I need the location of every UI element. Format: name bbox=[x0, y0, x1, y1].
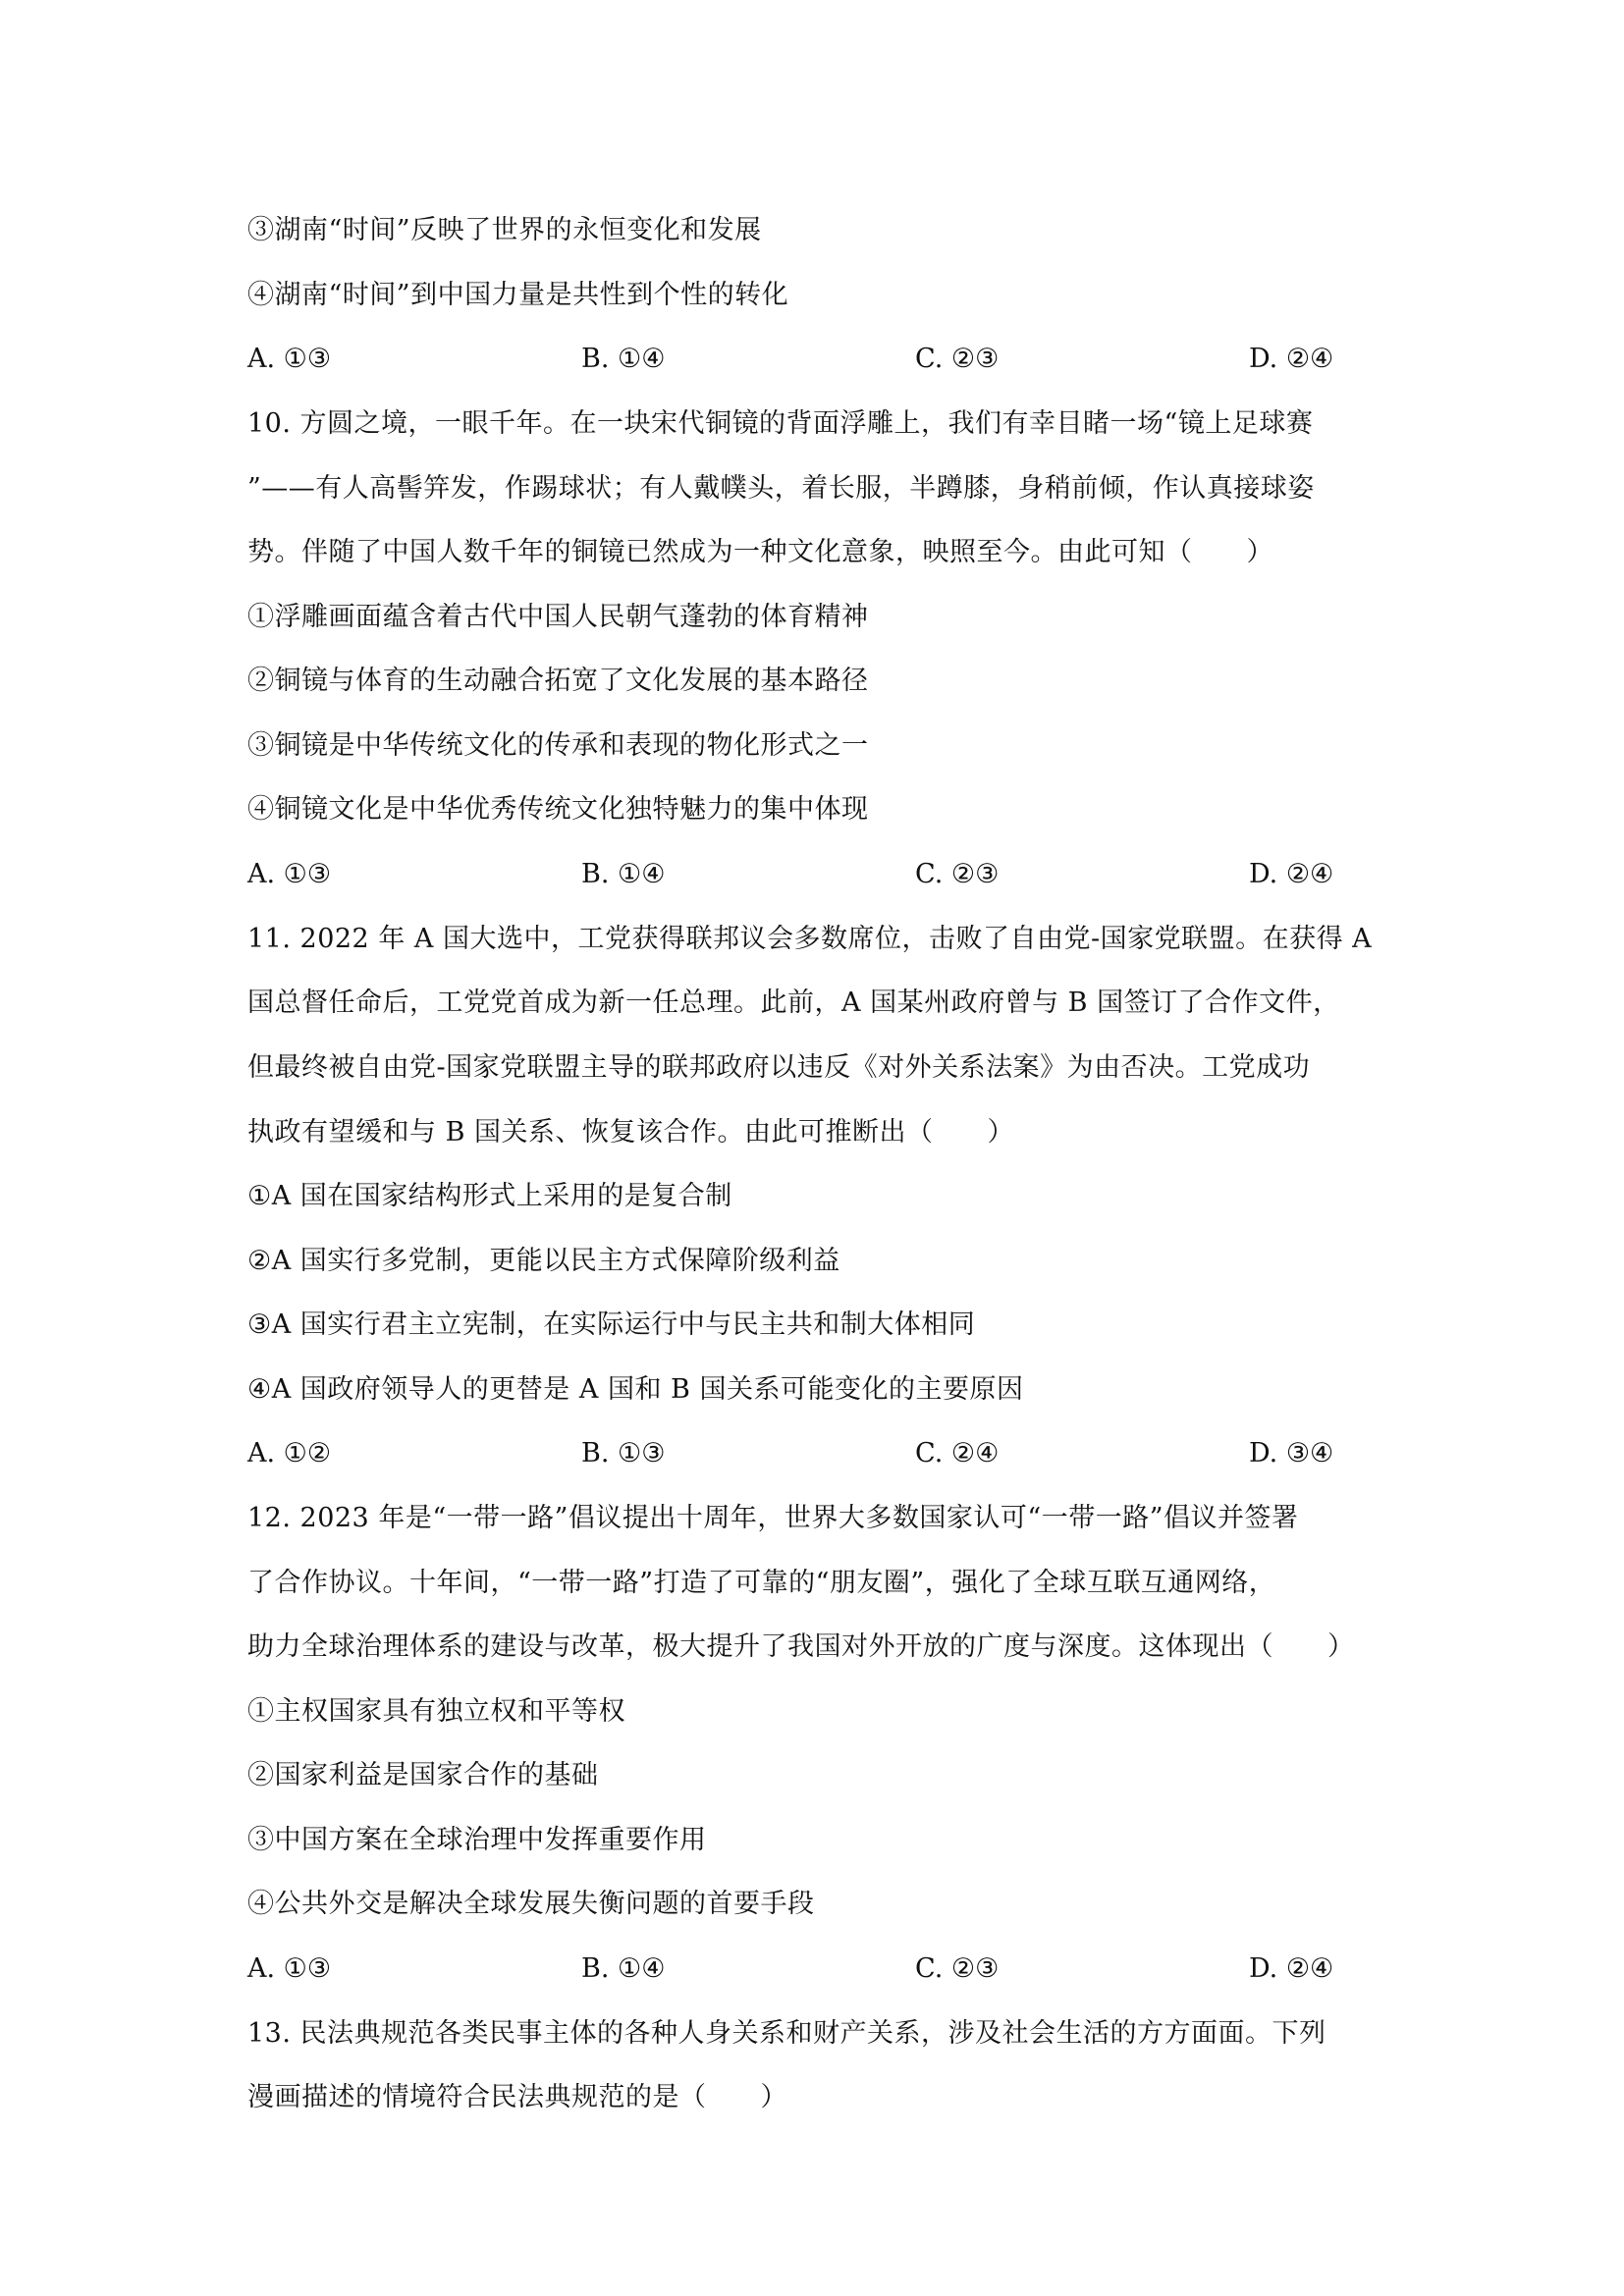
q9-option-b: B. ①④ bbox=[581, 344, 666, 374]
q13-stem-line: 13. 民法典规范各类民事主体的各种人身关系和财产关系，涉及社会生活的方方面面。下列 bbox=[247, 2018, 1326, 2049]
q11-option-a: A. ①② bbox=[247, 1438, 332, 1468]
q10-option-a: A. ①③ bbox=[247, 859, 332, 889]
q10-stem-line: ”——有人高髻笄发，作踢球状；有人戴幞头，着长服，半蹲膝，身稍前倾，作认真接球姿 bbox=[247, 473, 1315, 504]
q9-option-a: A. ①③ bbox=[247, 344, 332, 374]
q12-stem-line: 12. 2023 年是“一带一路”倡议提出十周年，世界大多数国家认可“一带一路”倡议并签署 bbox=[247, 1503, 1299, 1533]
q12-item-2: ②国家利益是国家合作的基础 bbox=[247, 1760, 599, 1790]
q11-stem-line: 11. 2022 年 A 国大选中，工党获得联邦议会多数席位，击败了自由党-国家党联盟。在获得 A bbox=[247, 924, 1373, 954]
q12-stem-line: 助力全球治理体系的建设与改革，极大提升了我国对外开放的广度与深度。这体现出（ ） bbox=[247, 1631, 1355, 1662]
q12-option-d: D. ②④ bbox=[1249, 1953, 1334, 1984]
q11-stem-line: 国总督任命后，工党党首成为新一任总理。此前，A 国某州政府曾与 B 国签订了合作文件， bbox=[247, 988, 1340, 1018]
q10-item-2: ②铜镜与体育的生动融合拓宽了文化发展的基本路径 bbox=[247, 666, 869, 696]
q11-item-4: ④A 国政府领导人的更替是 A 国和 B 国关系可能变化的主要原因 bbox=[247, 1374, 1024, 1405]
q11-option-d: D. ③④ bbox=[1249, 1438, 1334, 1468]
q10-item-4: ④铜镜文化是中华优秀传统文化独特魅力的集中体现 bbox=[247, 794, 869, 825]
q12-option-a: A. ①③ bbox=[247, 1953, 332, 1984]
q10-option-c: C. ②③ bbox=[915, 859, 1000, 889]
q11-stem-line: 但最终被自由党-国家党联盟主导的联邦政府以违反《对外关系法案》为由否决。工党成功 bbox=[247, 1052, 1311, 1083]
q13-stem-line: 漫画描述的情境符合民法典规范的是（ ） bbox=[247, 2082, 787, 2112]
q9-item-3: ③湖南“时间”反映了世界的永恒变化和发展 bbox=[247, 215, 762, 245]
q11-stem-line: 执政有望缓和与 B 国关系、恢复该合作。由此可推断出（ ） bbox=[247, 1117, 1015, 1148]
q11-item-3: ③A 国实行君主立宪制，在实际运行中与民主共和制大体相同 bbox=[247, 1309, 976, 1340]
q11-option-b: B. ①③ bbox=[581, 1438, 666, 1468]
q9-option-c: C. ②③ bbox=[915, 344, 1000, 374]
q10-stem-line: 势。伴随了中国人数千年的铜镜已然成为一种文化意象，映照至今。由此可知（ ） bbox=[247, 537, 1273, 567]
q12-option-c: C. ②③ bbox=[915, 1953, 1000, 1984]
q12-item-3: ③中国方案在全球治理中发挥重要作用 bbox=[247, 1825, 707, 1855]
q11-item-1: ①A 国在国家结构形式上采用的是复合制 bbox=[247, 1181, 732, 1211]
q12-item-4: ④公共外交是解决全球发展失衡问题的首要手段 bbox=[247, 1889, 815, 1919]
q9-item-4: ④湖南“时间”到中国力量是共性到个性的转化 bbox=[247, 280, 789, 310]
q11-option-c: C. ②④ bbox=[915, 1438, 1000, 1468]
q11-item-2: ②A 国实行多党制，更能以民主方式保障阶级利益 bbox=[247, 1246, 840, 1276]
q10-option-b: B. ①④ bbox=[581, 859, 666, 889]
q9-option-d: D. ②④ bbox=[1249, 344, 1334, 374]
q12-option-b: B. ①④ bbox=[581, 1953, 666, 1984]
q10-item-1: ①浮雕画面蕴含着古代中国人民朝气蓬勃的体育精神 bbox=[247, 602, 869, 632]
q10-item-3: ③铜镜是中华传统文化的传承和表现的物化形式之一 bbox=[247, 730, 869, 761]
q12-stem-line: 了合作协议。十年间，“一带一路”打造了可靠的“朋友圈”，强化了全球互联互通网络， bbox=[247, 1568, 1276, 1598]
q10-stem-line: 10. 方圆之境，一眼千年。在一块宋代铜镜的背面浮雕上，我们有幸目睹一场“镜上足球赛 bbox=[247, 408, 1314, 439]
q10-option-d: D. ②④ bbox=[1249, 859, 1334, 889]
q12-item-1: ①主权国家具有独立权和平等权 bbox=[247, 1696, 625, 1727]
